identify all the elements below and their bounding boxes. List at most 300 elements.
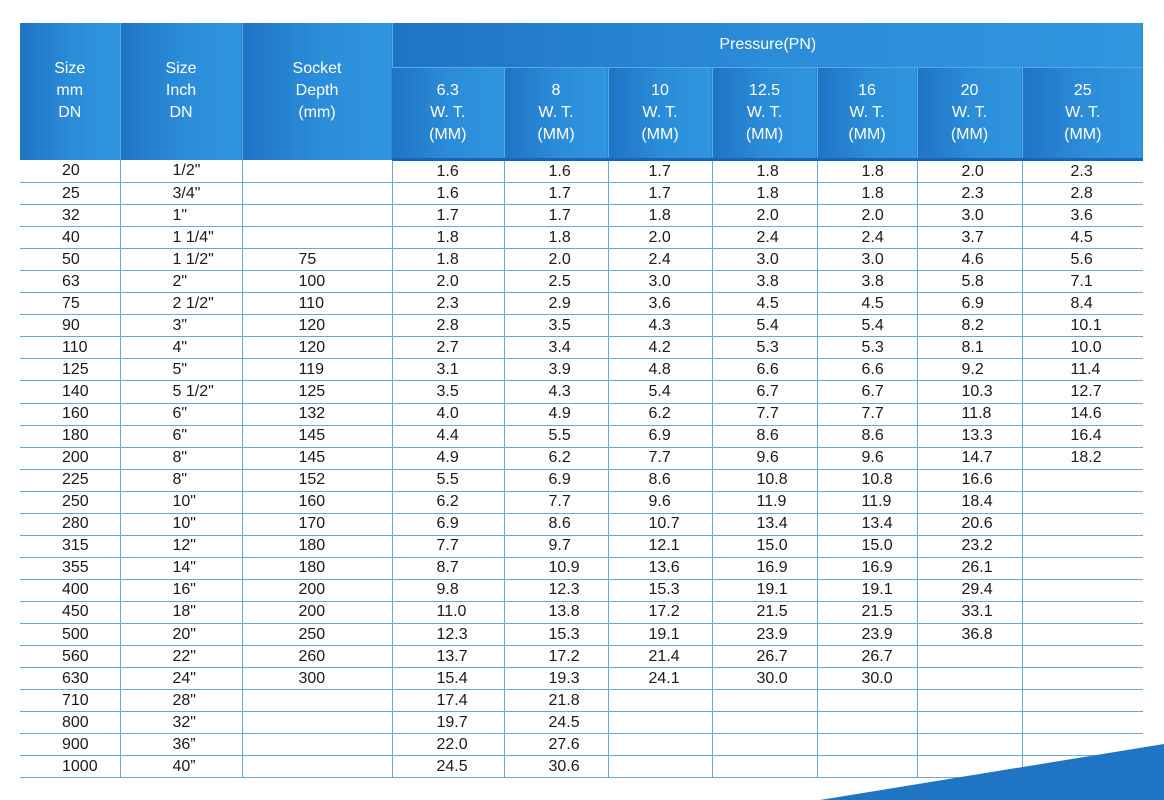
table-cell: 400 [20,579,120,601]
table-cell: 5.3 [817,337,917,359]
table-cell: 18.2 [1022,447,1143,469]
table-row [20,315,1143,337]
table-cell: 1.7 [504,205,608,227]
table-cell: 2.4 [712,227,817,249]
header-pn-20: 20 W. T. (MM) [917,68,1022,160]
table-cell: 630 [20,668,120,690]
table-cell: 12.1 [608,535,712,557]
table-cell: 1.7 [608,183,712,205]
table-row [20,646,1143,668]
table-cell: 1.7 [608,160,712,183]
table-cell: 3.0 [712,249,817,271]
table-cell: 19.1 [608,623,712,645]
table-cell: 225 [20,469,120,491]
table-row [20,249,1143,271]
table-cell: 3.6 [1022,205,1143,227]
table-cell: 5.5 [504,425,608,447]
table-cell: 10.7 [608,513,712,535]
table-cell [242,205,392,227]
table-row [20,381,1143,403]
table-cell: 12.3 [504,579,608,601]
table-cell: 10.1 [1022,315,1143,337]
table-cell: 9.2 [917,359,1022,381]
table-cell [1022,668,1143,690]
table-cell: 2.9 [504,293,608,315]
table-cell: 9.6 [817,447,917,469]
table-cell: 26.1 [917,557,1022,579]
table-cell: 500 [20,623,120,645]
table-cell: 63 [20,271,120,293]
table-cell [817,756,917,778]
table-cell: 8.6 [712,425,817,447]
table-cell: 5.3 [712,337,817,359]
table-row [20,337,1143,359]
table-cell: 6.6 [817,359,917,381]
table-cell: 8.6 [817,425,917,447]
table-cell: 19.1 [712,579,817,601]
table-row [20,447,1143,469]
table-cell: 1.8 [817,183,917,205]
table-cell: 15.3 [608,579,712,601]
table-cell: 6.9 [504,469,608,491]
table-cell [242,734,392,756]
table-cell: 13.6 [608,557,712,579]
table-cell: 23.2 [917,535,1022,557]
table-cell: 3" [120,315,242,337]
table-cell: 3.0 [917,205,1022,227]
table-cell: 1000 [20,756,120,778]
table-cell [1022,469,1143,491]
table-cell: 315 [20,535,120,557]
table-cell: 9.7 [504,535,608,557]
table-cell: 1.7 [392,205,504,227]
table-cell: 132 [242,403,392,425]
header-socket-depth: Socket Depth (mm) [242,23,392,160]
header-pressure: Pressure(PN) [392,23,1143,68]
table-cell [1022,535,1143,557]
table-cell [917,646,1022,668]
table-cell [1022,491,1143,513]
table-cell: 3.1 [392,359,504,381]
table-cell [242,690,392,712]
table-cell: 33.1 [917,601,1022,623]
table-row [20,425,1143,447]
table-cell: 250 [242,623,392,645]
table-cell: 16.9 [712,557,817,579]
table-cell: 23.9 [712,623,817,645]
table-row [20,491,1143,513]
table-cell: 8.7 [392,557,504,579]
table-cell: 1.8 [712,183,817,205]
table-row [20,469,1143,491]
table-cell: 24.5 [504,712,608,734]
table-cell: 160 [20,403,120,425]
table-cell [817,734,917,756]
table-cell: 170 [242,513,392,535]
table-cell: 10" [120,513,242,535]
table-cell: 12.7 [1022,381,1143,403]
table-cell: 10.0 [1022,337,1143,359]
table-cell: 11.8 [917,403,1022,425]
table-cell: 16.9 [817,557,917,579]
table-cell: 800 [20,712,120,734]
table-cell: 1" [120,205,242,227]
table-cell: 24.1 [608,668,712,690]
table-cell: 1.8 [392,249,504,271]
table-cell: 300 [242,668,392,690]
table-cell: 4.5 [817,293,917,315]
table-cell: 32 [20,205,120,227]
table-row [20,623,1143,645]
table-row [20,227,1143,249]
pipe-spec-table [20,23,1143,778]
table-cell: 12" [120,535,242,557]
table-cell: 10.8 [817,469,917,491]
table-cell: 21.8 [504,690,608,712]
table-cell: 145 [242,447,392,469]
table-cell: 30.6 [504,756,608,778]
table-cell: 4.5 [1022,227,1143,249]
table-cell: 23.9 [817,623,917,645]
table-cell: 8.1 [917,337,1022,359]
table-row [20,601,1143,623]
table-cell: 11.9 [817,491,917,513]
table-cell: 7.1 [1022,271,1143,293]
table-cell: 2.7 [392,337,504,359]
table-cell: 36.8 [917,623,1022,645]
table-cell: 1 1/2" [120,249,242,271]
table-cell: 12.3 [392,623,504,645]
header-size-inch: Size Inch DN [120,23,242,160]
table-cell [608,712,712,734]
table-cell: 110 [242,293,392,315]
table-cell: 125 [20,359,120,381]
table-cell: 100 [242,271,392,293]
table-row [20,403,1143,425]
table-row [20,535,1143,557]
table-cell: 30.0 [817,668,917,690]
table-cell: 145 [242,425,392,447]
table-cell: 2.0 [392,271,504,293]
table-cell: 13.3 [917,425,1022,447]
table-cell: 5 1/2" [120,381,242,403]
table-cell: 250 [20,491,120,513]
table-cell: 2.8 [1022,183,1143,205]
table-cell: 21.4 [608,646,712,668]
table-cell: 5.4 [608,381,712,403]
table-cell: 180 [242,557,392,579]
table-cell: 32" [120,712,242,734]
table-cell: 3.7 [917,227,1022,249]
table-cell [1022,623,1143,645]
table-cell: 3.8 [712,271,817,293]
table-cell: 19.1 [817,579,917,601]
header-pn-12-5: 12.5 W. T. (MM) [712,68,817,160]
table-cell: 4.3 [608,315,712,337]
table-cell: 11.4 [1022,359,1143,381]
table-cell: 6.9 [608,425,712,447]
table-cell: 110 [20,337,120,359]
table-cell [917,690,1022,712]
table-cell: 4" [120,337,242,359]
table-cell: 2.5 [504,271,608,293]
table-cell: 7.7 [504,491,608,513]
table-cell: 2.8 [392,315,504,337]
table-cell: 40” [120,756,242,778]
table-cell: 28" [120,690,242,712]
table-cell: 16.6 [917,469,1022,491]
table-cell: 280 [20,513,120,535]
table-cell: 125 [242,381,392,403]
table-cell: 11.9 [712,491,817,513]
table-cell: 3.5 [392,381,504,403]
table-cell: 4.8 [608,359,712,381]
table-cell: 2.0 [608,227,712,249]
table-cell: 160 [242,491,392,513]
table-cell: 13.4 [712,513,817,535]
table-cell: 1.6 [392,183,504,205]
table-cell: 260 [242,646,392,668]
table-cell: 5.5 [392,469,504,491]
table-cell: 36” [120,734,242,756]
table-cell: 1.8 [608,205,712,227]
table-cell: 21.5 [817,601,917,623]
table-cell: 18" [120,601,242,623]
table-cell: 15.0 [817,535,917,557]
table-cell: 2.3 [392,293,504,315]
table-cell [1022,513,1143,535]
header-pn-16: 16 W. T. (MM) [817,68,917,160]
table-cell: 14.7 [917,447,1022,469]
table-cell: 3/4" [120,183,242,205]
table-cell [712,756,817,778]
table-cell: 19.7 [392,712,504,734]
table-cell: 27.6 [504,734,608,756]
table-cell: 5" [120,359,242,381]
table-cell: 6.2 [504,447,608,469]
pipe-spec-table-container [20,23,1143,778]
table-cell: 7.7 [817,403,917,425]
table-cell: 8.6 [608,469,712,491]
table-cell: 25 [20,183,120,205]
table-cell [242,756,392,778]
table-row [20,756,1143,778]
table-cell: 1.8 [392,227,504,249]
table-row [20,712,1143,734]
table-cell: 17.2 [608,601,712,623]
table-cell [1022,646,1143,668]
table-cell: 6" [120,403,242,425]
table-cell: 180 [20,425,120,447]
table-cell: 1.7 [504,183,608,205]
table-cell: 75 [242,249,392,271]
table-cell: 2.3 [1022,160,1143,183]
table-cell: 200 [242,601,392,623]
table-cell [608,756,712,778]
table-cell: 16" [120,579,242,601]
table-row [20,160,1143,183]
table-cell: 8.4 [1022,293,1143,315]
table-cell: 6.7 [712,381,817,403]
table-cell: 24" [120,668,242,690]
table-cell: 7.7 [392,535,504,557]
table-cell: 3.9 [504,359,608,381]
table-cell [1022,557,1143,579]
header-pn-6-3: 6.3 W. T. (MM) [392,68,504,160]
table-cell: 200 [242,579,392,601]
table-cell: 20" [120,623,242,645]
table-cell [712,734,817,756]
table-cell: 2.4 [817,227,917,249]
header-pn-8: 8 W. T. (MM) [504,68,608,160]
table-row [20,205,1143,227]
table-row [20,183,1143,205]
table-cell: 1/2" [120,160,242,183]
table-cell: 14" [120,557,242,579]
table-cell: 14.6 [1022,403,1143,425]
table-cell: 3.0 [608,271,712,293]
table-cell: 1.8 [712,160,817,183]
table-cell: 15.0 [712,535,817,557]
table-cell: 4.9 [504,403,608,425]
table-cell: 40 [20,227,120,249]
table-cell: 355 [20,557,120,579]
table-cell: 15.4 [392,668,504,690]
table-cell: 11.0 [392,601,504,623]
table-cell [242,183,392,205]
table-cell: 2.0 [817,205,917,227]
table-cell: 140 [20,381,120,403]
table-cell: 26.7 [817,646,917,668]
header-size-mm: Size mm DN [20,23,120,160]
table-cell: 2.4 [608,249,712,271]
table-cell: 6.7 [817,381,917,403]
table-cell: 1.6 [392,160,504,183]
table-cell: 6.9 [392,513,504,535]
table-cell: 15.3 [504,623,608,645]
table-row [20,668,1143,690]
table-cell: 6.6 [712,359,817,381]
table-cell: 3.8 [817,271,917,293]
table-cell: 4.9 [392,447,504,469]
table-cell [917,668,1022,690]
table-cell: 4.5 [712,293,817,315]
table-row [20,557,1143,579]
table-cell: 10.8 [712,469,817,491]
table-cell: 50 [20,249,120,271]
table-cell: 29.4 [917,579,1022,601]
table-cell: 8" [120,469,242,491]
header-pn-25: 25 W. T. (MM) [1022,68,1143,160]
table-cell: 13.4 [817,513,917,535]
table-cell [817,690,917,712]
table-cell: 3.6 [608,293,712,315]
table-cell: 4.0 [392,403,504,425]
table-cell: 20 [20,160,120,183]
table-cell: 21.5 [712,601,817,623]
table-cell: 7.7 [608,447,712,469]
table-cell: 22" [120,646,242,668]
table-cell [1022,712,1143,734]
table-cell: 9.8 [392,579,504,601]
table-cell: 4.6 [917,249,1022,271]
table-cell [917,712,1022,734]
table-body [20,160,1143,778]
table-cell: 3.4 [504,337,608,359]
table-cell: 24.5 [392,756,504,778]
table-cell: 2.0 [712,205,817,227]
table-cell: 5.8 [917,271,1022,293]
table-cell: 450 [20,601,120,623]
table-cell: 7.7 [712,403,817,425]
table-cell: 75 [20,293,120,315]
table-cell: 560 [20,646,120,668]
table-cell: 8" [120,447,242,469]
table-cell: 152 [242,469,392,491]
table-cell [242,160,392,183]
table-cell [1022,690,1143,712]
table-cell: 13.7 [392,646,504,668]
table-cell: 17.2 [504,646,608,668]
table-cell: 2.3 [917,183,1022,205]
table-cell: 16.4 [1022,425,1143,447]
table-cell: 710 [20,690,120,712]
table-cell: 3.0 [817,249,917,271]
table-cell: 2 1/2" [120,293,242,315]
table-cell: 3.5 [504,315,608,337]
table-cell: 1.6 [504,160,608,183]
table-cell: 9.6 [608,491,712,513]
table-cell: 22.0 [392,734,504,756]
table-cell [1022,601,1143,623]
table-cell: 1.8 [817,160,917,183]
table-cell [712,690,817,712]
table-cell [712,712,817,734]
table-row [20,734,1143,756]
table-cell: 120 [242,315,392,337]
table-cell: 5.6 [1022,249,1143,271]
table-row [20,271,1143,293]
table-cell [608,690,712,712]
table-cell: 17.4 [392,690,504,712]
table-cell: 8.6 [504,513,608,535]
table-cell: 5.4 [817,315,917,337]
table-cell [1022,579,1143,601]
table-cell: 1.8 [504,227,608,249]
table-row [20,513,1143,535]
table-cell: 120 [242,337,392,359]
table-cell: 4.4 [392,425,504,447]
table-cell: 10" [120,491,242,513]
table-row [20,579,1143,601]
table-cell: 13.8 [504,601,608,623]
table-cell: 6" [120,425,242,447]
table-cell: 4.3 [504,381,608,403]
table-cell: 19.3 [504,668,608,690]
table-cell: 119 [242,359,392,381]
table-cell: 1 1/4" [120,227,242,249]
table-cell: 20.6 [917,513,1022,535]
table-cell: 30.0 [712,668,817,690]
table-cell: 26.7 [712,646,817,668]
table-cell [917,734,1022,756]
table-cell: 9.6 [712,447,817,469]
table-cell [817,712,917,734]
table-cell [242,227,392,249]
table-cell: 6.2 [392,491,504,513]
table-cell: 4.2 [608,337,712,359]
table-cell: 2.0 [917,160,1022,183]
